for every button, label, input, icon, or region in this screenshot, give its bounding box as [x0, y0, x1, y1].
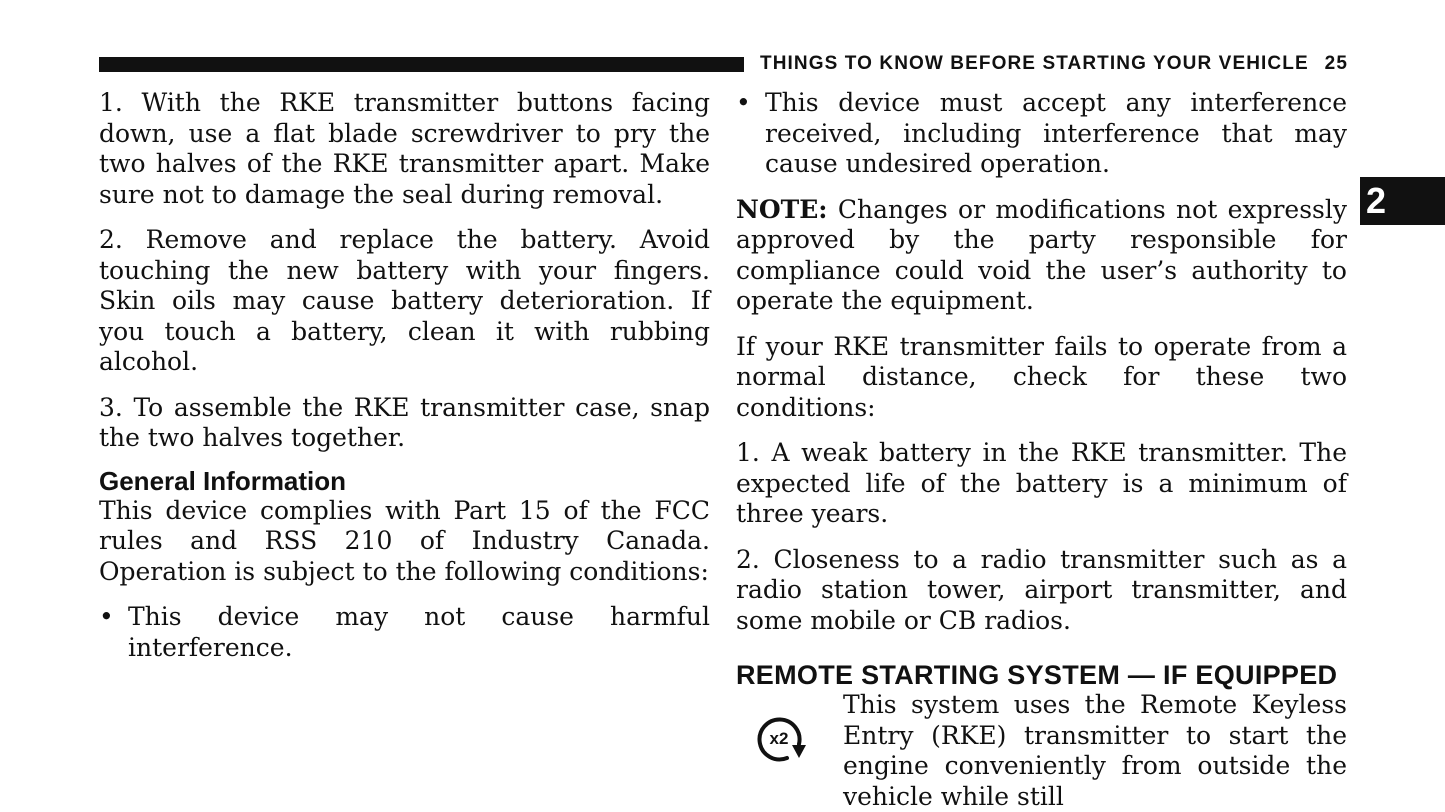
condition-1: 1. A weak battery in the RKE transmitter. The expected life of the battery is a minimum of three years.	[736, 438, 1347, 528]
remote-start-icon	[736, 690, 843, 774]
step-2: 2. Remove and replace the battery. Avoid touching the new battery with your fingers. Skin oils may cause battery deterioration. If you touch a battery, clean it with rubbing alcohol.	[99, 225, 710, 376]
header-rule	[99, 57, 744, 72]
remote-starting-body: This system uses the Remote Keyless Entry (RKE) transmitter to start the engine conveniently from outside the vehicle while still	[843, 690, 1347, 811]
note-label: NOTE:	[736, 194, 828, 224]
remote-start-icon-graphic	[754, 714, 814, 766]
remote-start-row	[736, 690, 1347, 812]
remote-start-icon-label: x2	[769, 729, 789, 748]
condition-2: 2. Closeness to a radio transmitter such as a radio station tower, airport transmitter, and some mobile or CB radios.	[736, 544, 1347, 635]
step-1: 1. With the RKE transmitter buttons facing down, use a flat blade screwdriver to pry the two halves of the RKE transmitter apart. Make sure not to damage the seal during removal.	[99, 88, 710, 209]
note-text: Changes or modifications not expressly approved by the party responsible for compliance could void the user’s authority to operate the equipment.	[736, 194, 1347, 315]
fail-intro: If your RKE transmitter fails to operate from a normal distance, check for these two conditions:	[736, 331, 1347, 422]
general-information-heading: General Information	[99, 465, 347, 496]
step-3: 3. To assemble the RKE transmitter case, snap the two halves together.	[99, 392, 710, 452]
right-column	[736, 88, 1347, 812]
page-number: 25	[1324, 53, 1348, 74]
running-header	[760, 53, 1348, 75]
remote-starting-heading: REMOTE STARTING SYSTEM — IF EQUIPPED	[736, 660, 1338, 690]
note-paragraph	[736, 195, 1347, 317]
general-information-body: This device complies with Part 15 of the FCC rules and RSS 210 of Industry Canada. Operation is subject to the following conditions:	[99, 495, 710, 586]
section-title: THINGS TO KNOW BEFORE STARTING YOUR VEHICLE	[760, 53, 1309, 74]
bullet-item: • This device may not cause harmful interference.	[99, 602, 710, 663]
left-column	[99, 88, 710, 663]
bullet-item: • This device must accept any interference received, including interference that may cause undesired operation.	[736, 88, 1347, 180]
chapter-tab: 2	[1360, 177, 1445, 225]
